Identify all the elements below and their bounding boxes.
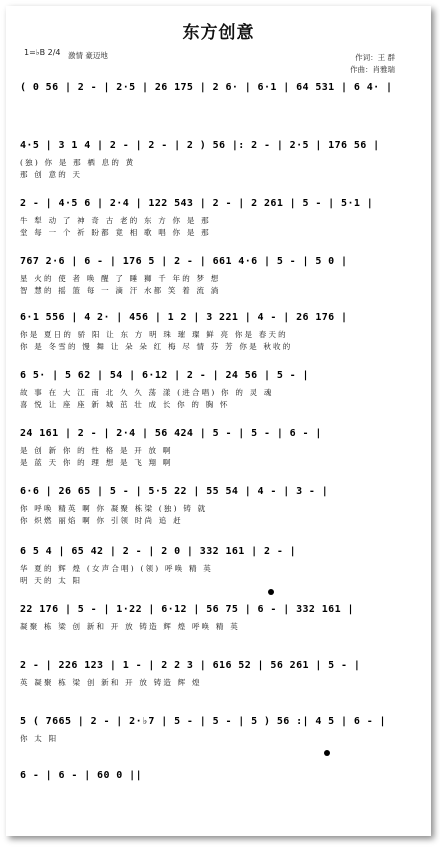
notation-line: 6 5 4 | 65 42 | 2 - | 2 0 | 332 161 | 2 - | <box>20 546 297 557</box>
lyric-verse-2: 那 创 意的 天 <box>20 170 83 179</box>
notation-line: 5 ( 7665 | 2 - | 2·♭7 | 5 - | 5 - | 5 ) 56 :| 4 5 | 6 - | <box>20 716 386 727</box>
score-page <box>6 6 431 836</box>
notation-line: 2 - | 4·5 6 | 2·4 | 122 543 | 2 - | 2 261 | 5 - | 5·1 | <box>20 198 374 209</box>
key-signature: 1=♭B 2/4 <box>24 48 61 57</box>
lyric-verse-2: 智 慧的 摇 篮 每 一 滴 汗 水都 笑 着 流 淌 <box>20 286 221 295</box>
lyric-verse-2: 明 天的 太 阳 <box>20 576 83 585</box>
notation-line: 4·5 | 3 1 4 | 2 - | 2 - | 2 ) 56 |: 2 - | 2·5 | 176 56 | <box>20 140 380 151</box>
notation-line: 24 161 | 2 - | 2·4 | 56 424 | 5 - | 5 - | 6 - | <box>20 428 322 439</box>
lyric-verse-1: 华 夏的 辉 煌 (女声合唱) (领) 呼唤 精 英 <box>20 564 213 573</box>
coda-dot-icon <box>324 750 330 756</box>
composer-credit: 作曲：肖雅瑞 <box>350 65 395 74</box>
lyric-verse-2: 是 蓝 天 你 的 理 想 是 飞 翔 啊 <box>20 458 173 467</box>
coda-dot-icon <box>268 589 274 595</box>
lyric-verse-1: 故 事 在 大 江 南 北 久 久 荡 漾 (进合唱) 你 的 灵 魂 <box>20 388 274 397</box>
lyric-verse-1: 星 火的 使 者 唤 醒 了 睡 狮 千 年的 梦 想 <box>20 274 221 283</box>
lyric-verse-2: 喜 悦 让 座 座 新 城 茁 壮 成 长 你 的 胸 怀 <box>20 400 230 409</box>
notation-line: 6·6 | 26 65 | 5 - | 5·5 22 | 55 54 | 4 - | 3 - | <box>20 486 329 497</box>
lyric-verse-1: 凝聚 栋 梁 创 新和 开 放 铸造 辉 煌 呼唤 精 英 <box>20 622 240 631</box>
lyric-verse-1: 英 凝聚 栋 梁 创 新和 开 放 铸造 辉 煌 <box>20 678 202 687</box>
notation-line: 2 - | 226 123 | 1 - | 2 2 3 | 616 52 | 56 261 | 5 - | <box>20 660 361 671</box>
lyric-verse-1: 是 创 新 你 的 性 格 是 开 放 啊 <box>20 446 173 455</box>
notation-line: 22 176 | 5 - | 1·22 | 6·12 | 56 75 | 6 - | 332 161 | <box>20 604 354 615</box>
tempo-marking: 激情 豪迈地 <box>68 51 108 60</box>
song-title: 东方创意 <box>182 23 255 43</box>
notation-line: 6 5· | 5 62 | 54 | 6·12 | 2 - | 24 56 | 5 - | <box>20 370 309 381</box>
lyric-verse-2: 你 是 冬雪的 馒 舞 让 朵 朵 红 梅 尽 情 芬 芳 你是 秋收的 <box>20 342 293 351</box>
lyric-verse-1: 你 太 阳 <box>20 734 59 743</box>
lyric-verse-1: 你 呼唤 精英 啊 你 凝聚 栋梁 (独) 铸 就 <box>20 504 208 513</box>
lyric-verse-1: 牛 犁 动 了 神 奇 古 老的 东 方 你 是 那 <box>20 216 211 225</box>
lyric-verse-2: 堂 每 一 个 祈 盼都 竟 相 歌 唱 你 是 那 <box>20 228 211 237</box>
lyric-verse-1: (独) 你 是 那 栖 息的 黄 <box>20 158 136 167</box>
notation-line: 6·1 556 | 4 2· | 456 | 1 2 | 3 221 | 4 - | 26 176 | <box>20 312 348 323</box>
lyricist-credit: 作词：王 群 <box>355 53 395 62</box>
notation-line: 6 - | 6 - | 60 0 || <box>20 770 142 781</box>
lyric-verse-2: 你 炽燃 丽焰 啊 你 引领 时尚 追 赶 <box>20 516 183 525</box>
notation-line: ( 0 56 | 2 - | 2·5 | 26 175 | 2 6· | 6·1 | 64 531 | 6 4· | <box>20 82 393 93</box>
lyric-verse-1: 你是 夏日的 骄 阳 让 东 方 明 珠 璀 璨 鲜 亮 你是 春天的 <box>20 330 288 339</box>
notation-line: 767 2·6 | 6 - | 176 5 | 2 - | 661 4·6 | 5 - | 5 0 | <box>20 256 348 267</box>
